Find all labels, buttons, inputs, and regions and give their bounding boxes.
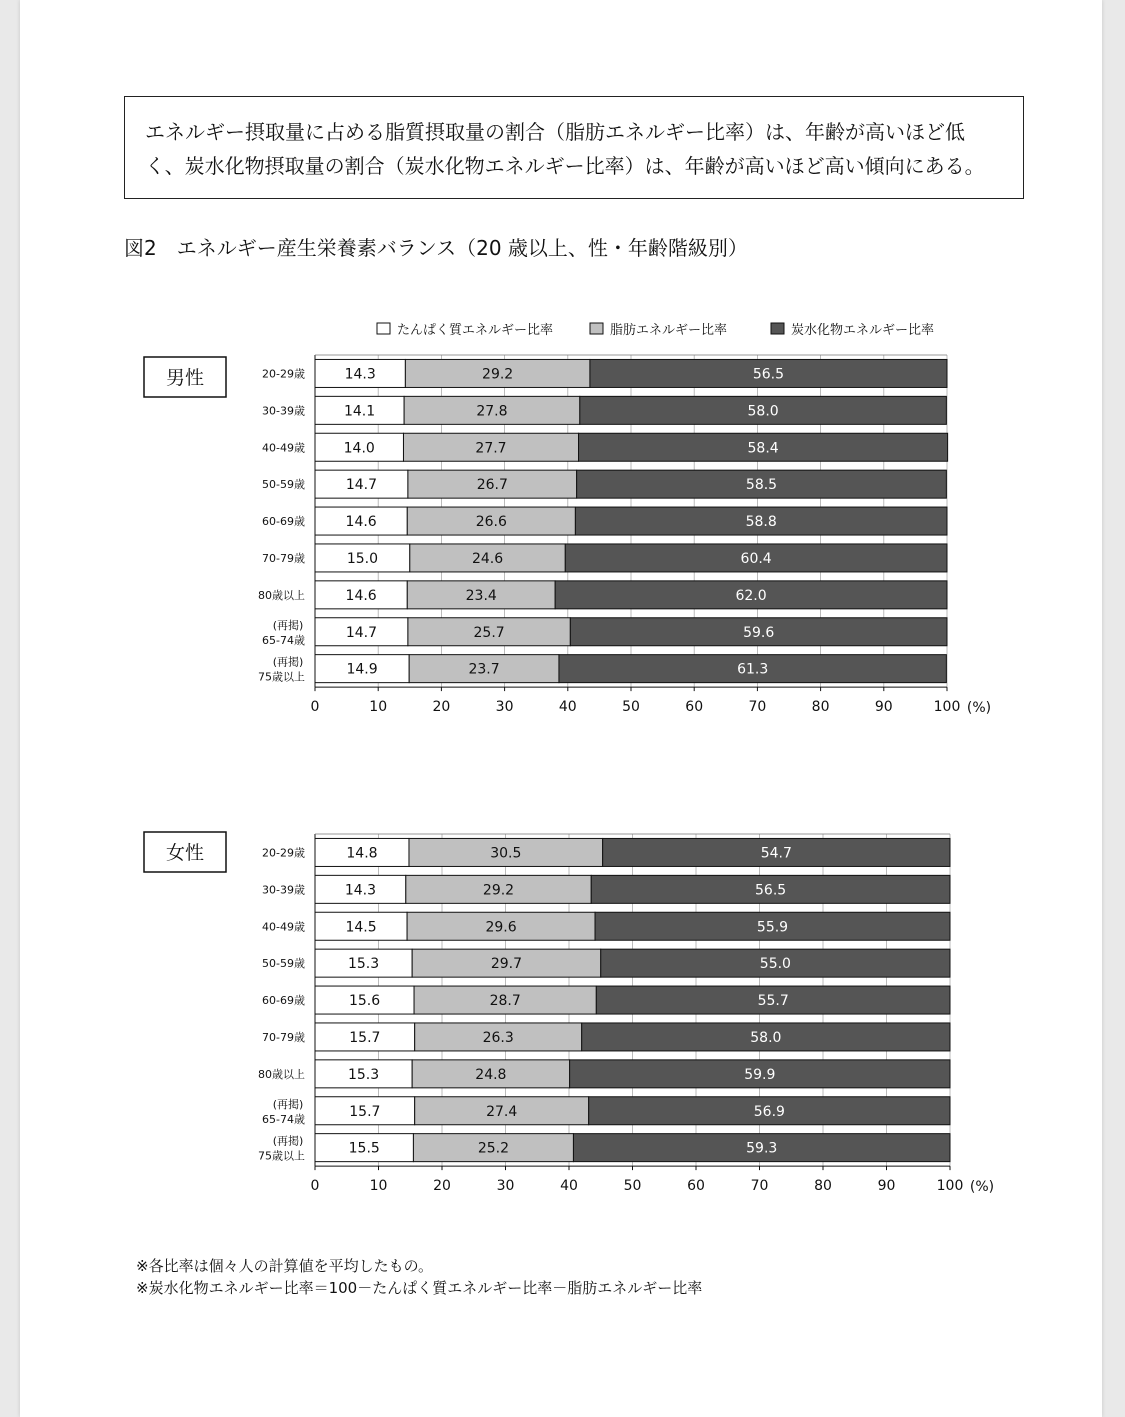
data-label: 59.9 — [744, 1066, 776, 1083]
category-label-line-1: (再掲) — [272, 618, 304, 632]
x-tick-label: 30 — [495, 699, 514, 716]
data-label: 26.6 — [475, 514, 507, 531]
data-label: 58.5 — [745, 477, 778, 494]
data-label: 14.0 — [343, 440, 375, 457]
data-label: 15.3 — [347, 956, 380, 973]
x-tick-label: 80 — [811, 699, 830, 716]
x-tick-label: 60 — [687, 1178, 705, 1195]
category-label: 60-69歳 — [262, 515, 305, 529]
category-label-line-1: (再掲) — [272, 1097, 304, 1111]
category-label: 40-49歳 — [262, 441, 305, 455]
data-label: 14.9 — [346, 661, 378, 678]
category-label: 50-59歳 — [262, 957, 305, 971]
category-label: 70-79歳 — [262, 551, 305, 565]
legend-label-1: たんぱく質エネルギー比率 — [397, 323, 554, 338]
data-label: 23.7 — [468, 661, 500, 678]
x-tick-label: 90 — [874, 699, 893, 716]
category-label: 30-39歳 — [262, 883, 305, 897]
x-tick-label: 30 — [496, 1178, 515, 1195]
x-tick-label: 100 — [936, 1178, 964, 1195]
category-label: 30-39歳 — [262, 404, 305, 418]
x-unit-label: (%) — [966, 700, 992, 717]
data-label: 24.8 — [475, 1066, 507, 1083]
data-label: 29.7 — [490, 956, 523, 973]
data-label: 58.0 — [750, 1029, 782, 1046]
data-label: 58.4 — [747, 440, 779, 457]
data-label: 14.1 — [343, 403, 376, 420]
data-label: 58.8 — [745, 514, 777, 531]
data-label: 61.3 — [737, 661, 769, 678]
data-label: 27.7 — [475, 440, 507, 457]
summary-line-1: エネルギー摂取量に占める脂質摂取量の割合（脂肪エネルギー比率）は、年齢が高いほど低 — [145, 120, 965, 144]
category-label-line-2: 65-74歳 — [262, 1112, 305, 1126]
category-label: 40-49歳 — [262, 920, 305, 934]
data-label: 58.0 — [747, 403, 779, 420]
data-label: 15.3 — [347, 1066, 380, 1083]
summary-line-2: く、炭水化物摂取量の割合（炭水化物エネルギー比率）は、年齢が高いほど高い傾向にある。 — [145, 154, 985, 178]
data-label: 15.0 — [346, 550, 378, 567]
x-tick-label: 20 — [432, 699, 451, 716]
data-label: 14.3 — [344, 366, 376, 383]
category-label: 60-69歳 — [262, 994, 305, 1008]
x-tick-label: 70 — [748, 699, 767, 716]
data-label: 27.8 — [476, 403, 508, 420]
category-label-line-2: 65-74歳 — [262, 633, 305, 647]
data-label: 29.2 — [482, 366, 514, 383]
data-label: 14.8 — [346, 845, 378, 862]
legend-swatch-2 — [590, 323, 603, 334]
category-label: 50-59歳 — [262, 478, 305, 492]
data-label: 56.5 — [752, 366, 785, 383]
category-label-line-1: (再掲) — [272, 655, 304, 669]
category-label-line-1: (再掲) — [272, 1134, 304, 1148]
x-tick-label: 70 — [750, 1178, 769, 1195]
footnote-2: ※炭水化物エネルギー比率＝100－たんぱく質エネルギー比率－脂肪エネルギー比率 — [136, 1279, 703, 1297]
x-tick-label: 0 — [310, 699, 320, 716]
figure-title: 図2 エネルギー産生栄養素バランス（20 歳以上、性・年齢階級別） — [124, 236, 748, 260]
category-label: 80歳以上 — [258, 1067, 305, 1081]
x-tick-label: 10 — [369, 1178, 388, 1195]
data-label: 30.5 — [490, 845, 522, 862]
data-label: 25.7 — [473, 624, 505, 641]
document-page — [20, 0, 1102, 1417]
legend-swatch-3 — [771, 323, 784, 334]
data-label: 15.5 — [348, 1140, 380, 1157]
data-label: 55.9 — [756, 919, 789, 936]
data-label: 59.6 — [743, 624, 775, 641]
data-label: 62.0 — [735, 587, 767, 604]
data-label: 14.7 — [345, 624, 378, 641]
chart-area — [20, 0, 1102, 1417]
x-tick-label: 100 — [933, 699, 961, 716]
legend-label-2: 脂肪エネルギー比率 — [610, 323, 728, 338]
data-label: 29.6 — [485, 919, 517, 936]
data-label: 14.3 — [344, 882, 376, 899]
category-label: 20-29歳 — [262, 367, 305, 381]
data-label: 15.7 — [349, 1103, 381, 1120]
x-tick-label: 50 — [623, 1178, 642, 1195]
data-label: 14.6 — [345, 514, 377, 531]
data-label: 14.7 — [345, 477, 378, 494]
x-tick-label: 80 — [814, 1178, 832, 1195]
data-label: 28.7 — [489, 993, 521, 1010]
category-label-line-2: 75歳以上 — [258, 1149, 305, 1163]
data-label: 15.7 — [349, 1029, 381, 1046]
category-label-line-2: 75歳以上 — [258, 670, 305, 684]
data-label: 26.3 — [482, 1029, 514, 1046]
data-label: 55.0 — [759, 956, 791, 973]
x-tick-label: 10 — [369, 699, 388, 716]
data-label: 15.6 — [348, 993, 381, 1010]
x-tick-label: 40 — [558, 699, 577, 716]
x-unit-label: (%) — [969, 1179, 995, 1196]
data-label: 56.5 — [755, 882, 787, 899]
x-tick-label: 20 — [433, 1178, 451, 1195]
data-label: 55.7 — [757, 993, 789, 1010]
category-label: 20-29歳 — [262, 846, 305, 860]
data-label: 26.7 — [476, 477, 508, 494]
category-label: 70-79歳 — [262, 1030, 305, 1044]
x-tick-label: 60 — [685, 699, 704, 716]
data-label: 14.5 — [345, 919, 377, 936]
panel-label: 男性 — [165, 367, 205, 389]
legend-swatch-1 — [377, 323, 390, 334]
data-label: 25.2 — [477, 1140, 510, 1157]
x-tick-label: 0 — [310, 1178, 320, 1195]
data-label: 56.9 — [753, 1103, 785, 1120]
data-label: 27.4 — [486, 1103, 518, 1120]
x-tick-label: 90 — [877, 1178, 896, 1195]
x-tick-label: 40 — [560, 1178, 578, 1195]
data-label: 59.3 — [746, 1140, 778, 1157]
data-label: 24.6 — [471, 550, 504, 567]
data-label: 23.4 — [465, 587, 497, 604]
category-label: 80歳以上 — [258, 588, 305, 602]
legend-label-3: 炭水化物エネルギー比率 — [791, 323, 935, 338]
data-label: 60.4 — [740, 550, 772, 567]
data-label: 29.2 — [482, 882, 515, 899]
data-label: 54.7 — [760, 845, 792, 862]
x-tick-label: 50 — [622, 699, 640, 716]
data-label: 14.6 — [345, 587, 377, 604]
panel-label: 女性 — [165, 842, 205, 864]
footnote-1: ※各比率は個々人の計算値を平均したもの。 — [136, 1257, 433, 1275]
